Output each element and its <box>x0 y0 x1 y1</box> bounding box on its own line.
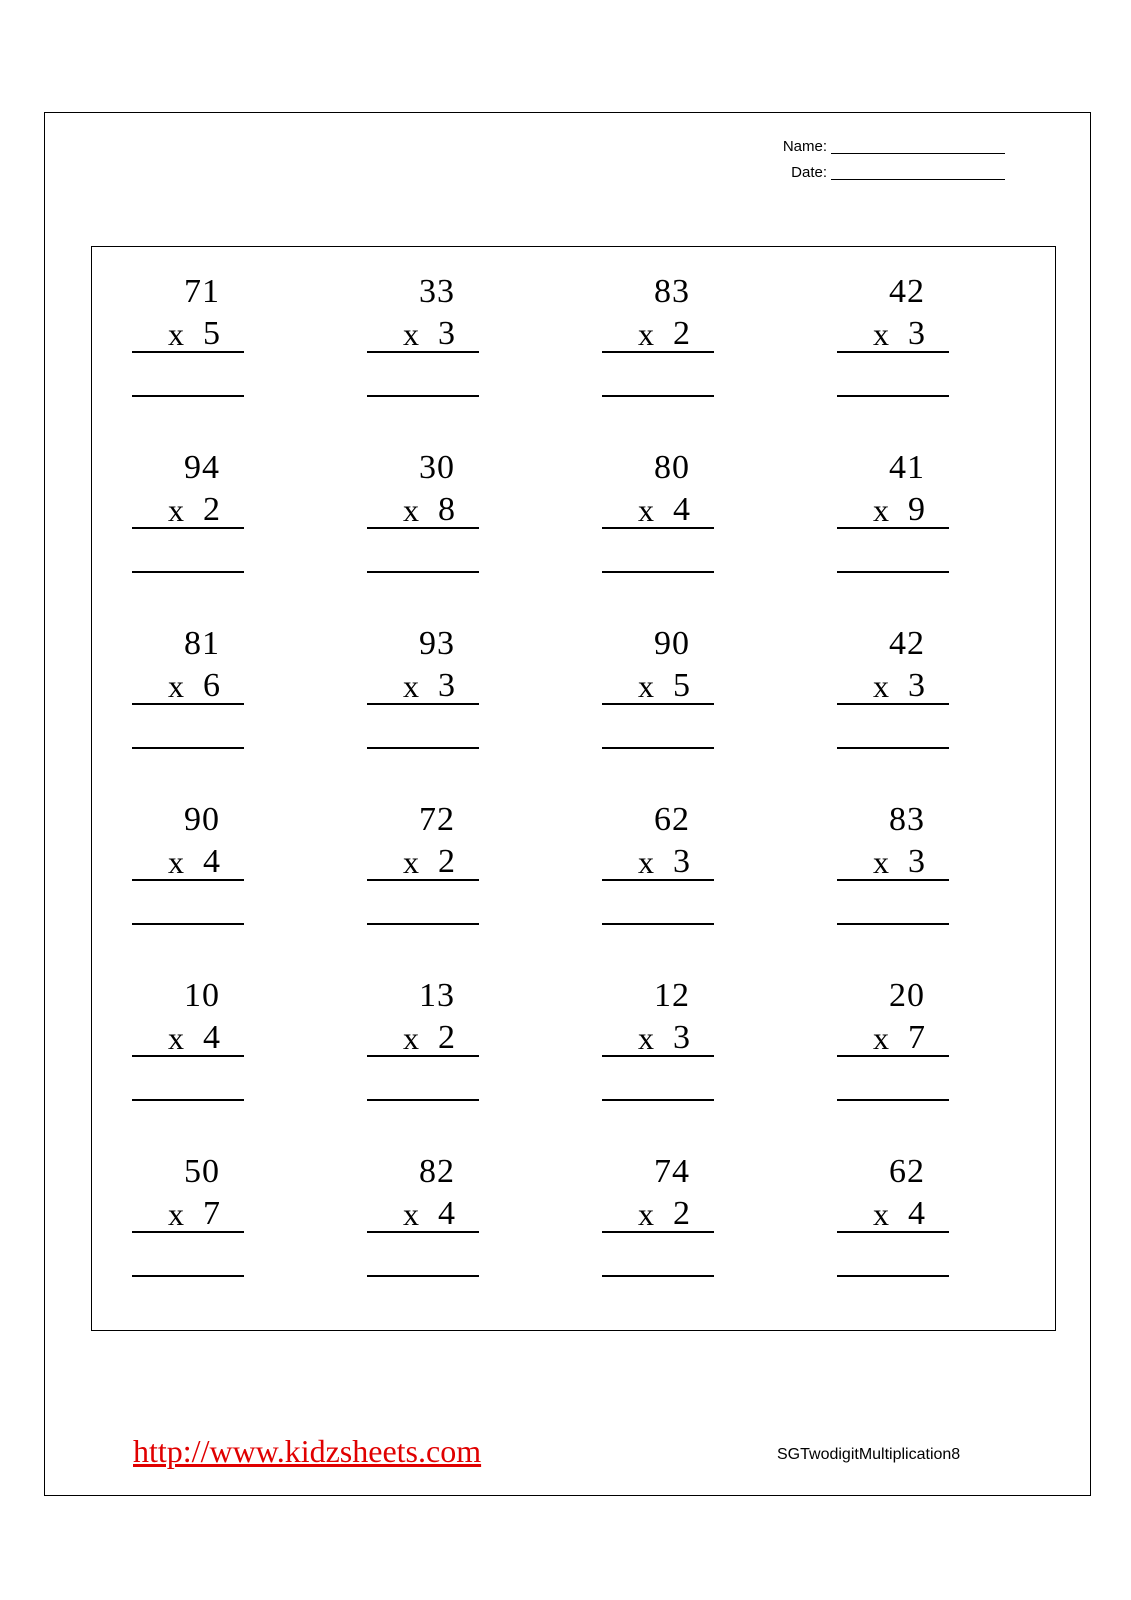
problem-24 <box>837 1127 949 1257</box>
problem-15 <box>602 775 714 905</box>
answer-line[interactable] <box>602 1099 714 1101</box>
problem-9 <box>132 599 244 729</box>
multiplicand: 42 <box>889 625 925 662</box>
name-label: Name: <box>782 138 827 155</box>
multiplier: 3 <box>438 667 455 704</box>
answer-line[interactable] <box>602 747 714 749</box>
multiplier-row <box>602 1021 714 1057</box>
multiplicand: 50 <box>184 1153 220 1190</box>
multiplicand: 30 <box>419 449 455 486</box>
multiply-sign: x <box>638 492 654 528</box>
multiply-sign: x <box>638 1196 654 1232</box>
problem-17 <box>132 951 244 1081</box>
answer-line[interactable] <box>837 1099 949 1101</box>
multiplier-row <box>367 1021 479 1057</box>
multiplier-row <box>367 1197 479 1233</box>
multiplier: 4 <box>673 491 690 528</box>
answer-line[interactable] <box>602 1275 714 1277</box>
multiply-sign: x <box>873 1020 889 1056</box>
multiply-sign: x <box>873 316 889 352</box>
name-field-line[interactable] <box>831 153 1005 154</box>
problem-1 <box>132 247 244 377</box>
problem-14 <box>367 775 479 905</box>
problem-3 <box>602 247 714 377</box>
multiplicand: 33 <box>419 273 455 310</box>
multiplicand: 71 <box>184 273 220 310</box>
answer-line[interactable] <box>367 923 479 925</box>
multiplier-row <box>367 317 479 353</box>
answer-line[interactable] <box>602 923 714 925</box>
multiplicand: 80 <box>654 449 690 486</box>
multiplier-row <box>837 493 949 529</box>
multiplier: 5 <box>673 667 690 704</box>
multiplier: 6 <box>203 667 220 704</box>
multiplier-row <box>837 317 949 353</box>
multiplier-row <box>602 845 714 881</box>
multiplier: 9 <box>908 491 925 528</box>
problem-19 <box>602 951 714 1081</box>
multiplicand: 83 <box>889 801 925 838</box>
multiplier: 2 <box>673 1195 690 1232</box>
multiply-sign: x <box>403 1196 419 1232</box>
answer-line[interactable] <box>132 747 244 749</box>
multiply-sign: x <box>873 844 889 880</box>
multiplier-row <box>132 669 244 705</box>
problem-23 <box>602 1127 714 1257</box>
multiply-sign: x <box>873 1196 889 1232</box>
multiplier: 7 <box>203 1195 220 1232</box>
multiplier: 3 <box>438 315 455 352</box>
answer-line[interactable] <box>367 395 479 397</box>
answer-line[interactable] <box>602 571 714 573</box>
answer-line[interactable] <box>837 923 949 925</box>
multiply-sign: x <box>403 316 419 352</box>
problem-5 <box>132 423 244 553</box>
multiplier: 4 <box>438 1195 455 1232</box>
answer-line[interactable] <box>837 1275 949 1277</box>
multiplicand: 81 <box>184 625 220 662</box>
multiplier-row <box>132 1021 244 1057</box>
multiplicand: 12 <box>654 977 690 1014</box>
multiplicand: 94 <box>184 449 220 486</box>
problem-4 <box>837 247 949 377</box>
name-field-row <box>755 136 1005 162</box>
sheet-code: SGTwodigitMultiplication8 <box>777 1446 961 1463</box>
answer-line[interactable] <box>367 747 479 749</box>
problem-20 <box>837 951 949 1081</box>
multiplicand: 42 <box>889 273 925 310</box>
multiplier-row <box>602 669 714 705</box>
answer-line[interactable] <box>367 1275 479 1277</box>
answer-line[interactable] <box>837 747 949 749</box>
answer-line[interactable] <box>837 571 949 573</box>
problem-13 <box>132 775 244 905</box>
multiplier: 2 <box>438 843 455 880</box>
multiplier-row <box>837 845 949 881</box>
date-field-line[interactable] <box>831 179 1005 180</box>
multiplier: 7 <box>908 1019 925 1056</box>
multiply-sign: x <box>168 1020 184 1056</box>
answer-line[interactable] <box>132 1275 244 1277</box>
multiplier-row <box>367 493 479 529</box>
problem-11 <box>602 599 714 729</box>
answer-line[interactable] <box>602 395 714 397</box>
multiply-sign: x <box>638 844 654 880</box>
multiplicand: 62 <box>654 801 690 838</box>
multiplier-row <box>367 845 479 881</box>
multiplier: 2 <box>203 491 220 528</box>
problem-22 <box>367 1127 479 1257</box>
multiplier-row <box>132 1197 244 1233</box>
answer-line[interactable] <box>132 571 244 573</box>
problem-8 <box>837 423 949 553</box>
multiplicand: 10 <box>184 977 220 1014</box>
multiplier: 3 <box>908 667 925 704</box>
multiply-sign: x <box>638 1020 654 1056</box>
multiplicand: 82 <box>419 1153 455 1190</box>
multiplier: 3 <box>908 843 925 880</box>
multiplicand: 93 <box>419 625 455 662</box>
multiplier-row <box>367 669 479 705</box>
multiply-sign: x <box>168 668 184 704</box>
multiplier: 4 <box>908 1195 925 1232</box>
multiplier-row <box>602 1197 714 1233</box>
problem-10 <box>367 599 479 729</box>
problem-16 <box>837 775 949 905</box>
problem-box <box>91 246 1056 1331</box>
multiplier: 4 <box>203 843 220 880</box>
problem-12 <box>837 599 949 729</box>
multiplier-row <box>837 1197 949 1233</box>
multiplier-row <box>132 493 244 529</box>
multiplier: 5 <box>203 315 220 352</box>
multiplicand: 74 <box>654 1153 690 1190</box>
multiplier: 2 <box>673 315 690 352</box>
multiplier: 3 <box>673 1019 690 1056</box>
multiply-sign: x <box>168 316 184 352</box>
multiplicand: 83 <box>654 273 690 310</box>
multiplier-row <box>837 1021 949 1057</box>
multiplier-row <box>837 669 949 705</box>
problem-6 <box>367 423 479 553</box>
multiply-sign: x <box>403 1020 419 1056</box>
multiply-sign: x <box>403 492 419 528</box>
multiplier: 3 <box>673 843 690 880</box>
multiply-sign: x <box>403 668 419 704</box>
multiply-sign: x <box>873 492 889 528</box>
multiplier-row <box>132 317 244 353</box>
multiply-sign: x <box>168 492 184 528</box>
answer-line[interactable] <box>367 1099 479 1101</box>
multiplicand: 13 <box>419 977 455 1014</box>
problem-7 <box>602 423 714 553</box>
multiplier: 3 <box>908 315 925 352</box>
multiplier: 2 <box>438 1019 455 1056</box>
multiply-sign: x <box>168 844 184 880</box>
multiplier-row <box>602 493 714 529</box>
multiplicand: 20 <box>889 977 925 1014</box>
problem-2 <box>367 247 479 377</box>
answer-line[interactable] <box>837 395 949 397</box>
multiplier-row <box>602 317 714 353</box>
multiplier-row <box>132 845 244 881</box>
multiply-sign: x <box>403 844 419 880</box>
multiply-sign: x <box>638 316 654 352</box>
multiplicand: 72 <box>419 801 455 838</box>
date-field-row <box>755 162 1005 188</box>
multiply-sign: x <box>638 668 654 704</box>
footer-website-link[interactable]: http://www.kidzsheets.com <box>133 1433 482 1469</box>
multiply-sign: x <box>168 1196 184 1232</box>
date-label: Date: <box>791 164 827 181</box>
answer-line[interactable] <box>132 395 244 397</box>
multiplicand: 62 <box>889 1153 925 1190</box>
multiplier: 4 <box>203 1019 220 1056</box>
multiply-sign: x <box>873 668 889 704</box>
answer-line[interactable] <box>132 923 244 925</box>
multiplier: 8 <box>438 491 455 528</box>
header-fields <box>755 136 1005 188</box>
problem-21 <box>132 1127 244 1257</box>
multiplicand: 90 <box>184 801 220 838</box>
multiplicand: 90 <box>654 625 690 662</box>
multiplicand: 41 <box>889 449 925 486</box>
answer-line[interactable] <box>367 571 479 573</box>
problem-18 <box>367 951 479 1081</box>
answer-line[interactable] <box>132 1099 244 1101</box>
problem-grid <box>92 247 1055 1330</box>
